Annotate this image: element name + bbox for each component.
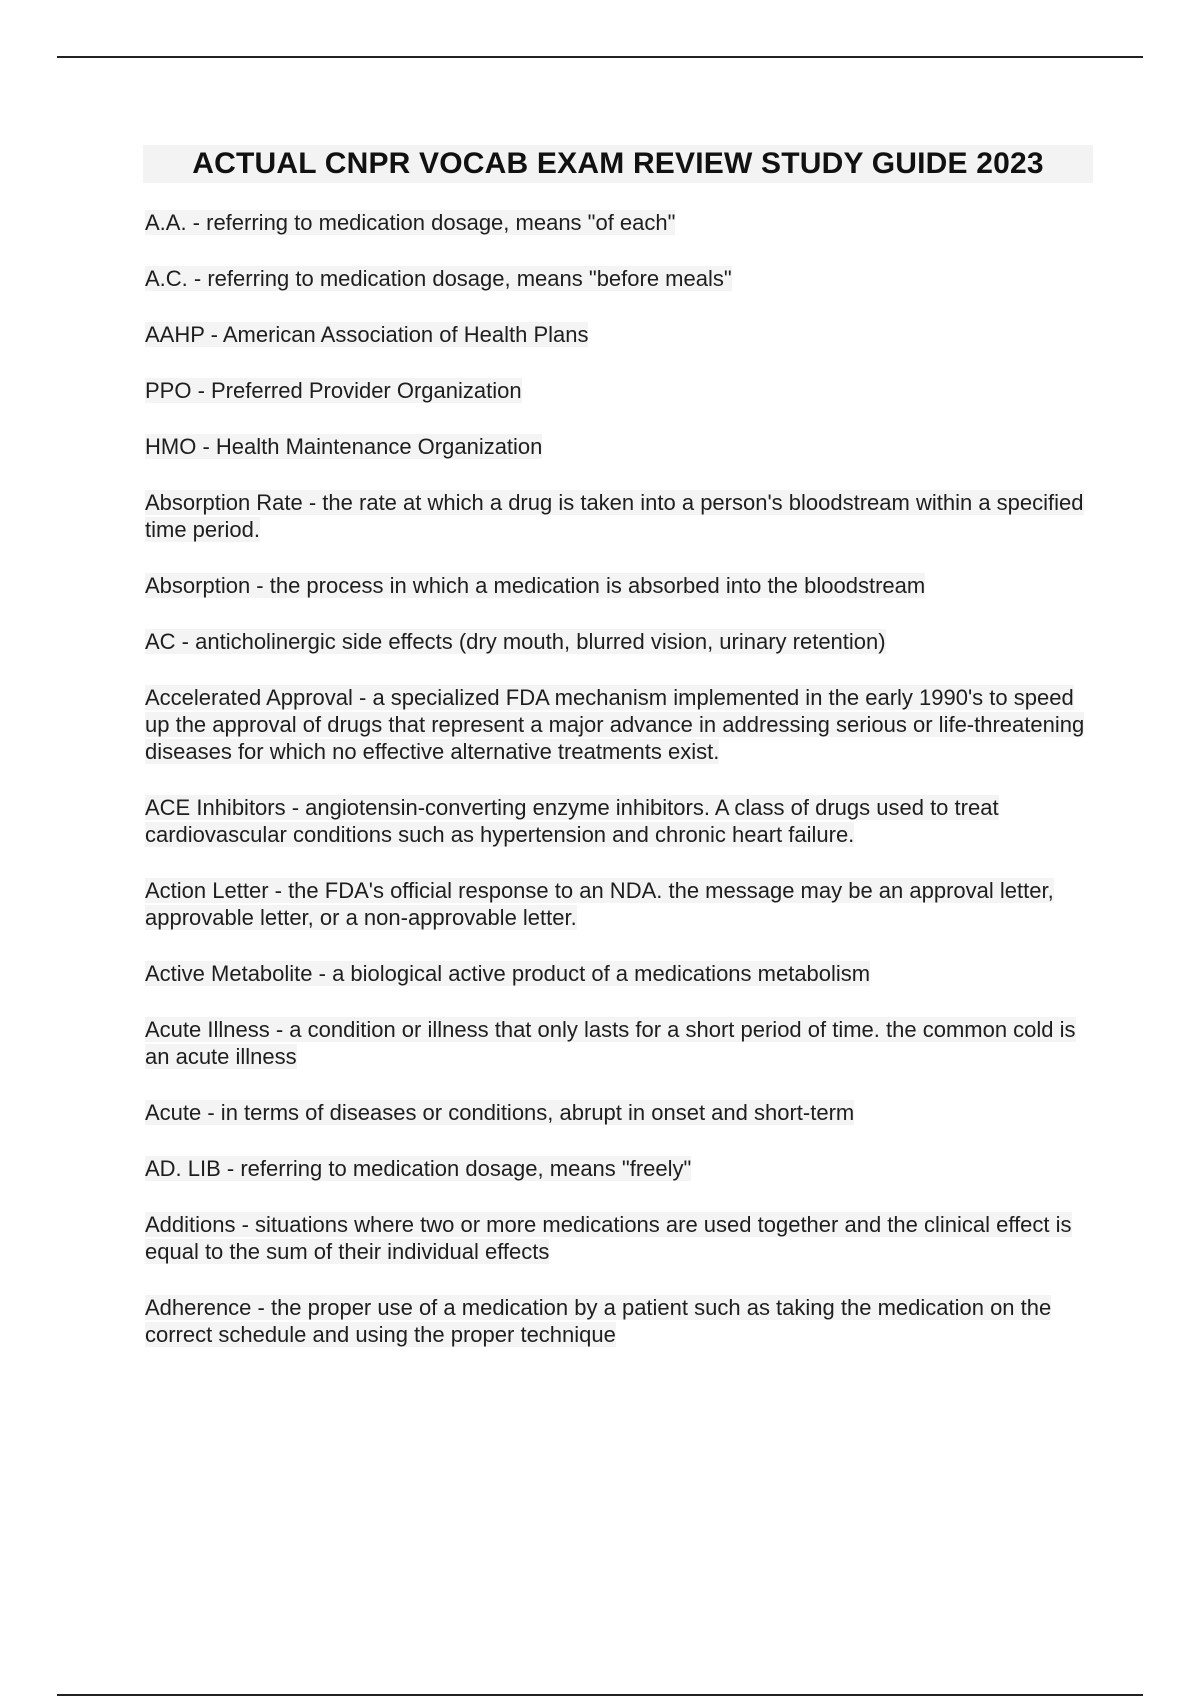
vocab-entry — [145, 489, 1090, 543]
vocab-entry-text: Action Letter - the FDA's official response to an NDA. the message may be an approval letter, approvable letter, or a non-approvable letter. — [145, 878, 1054, 930]
vocab-entry-text: AAHP - American Association of Health Plans — [145, 322, 589, 347]
vocab-entry-text: AD. LIB - referring to medication dosage, means "freely" — [145, 1156, 692, 1181]
vocab-entry — [145, 877, 1090, 931]
vocab-entry — [145, 377, 1090, 404]
vocab-entry-text: Acute Illness - a condition or illness that only lasts for a short period of time. the common cold is an acute illness — [145, 1017, 1076, 1069]
vocab-entry-text: Additions - situations where two or more medications are used together and the clinical effect is equal to the sum of their individual effects — [145, 1212, 1072, 1264]
vocab-entry — [145, 1294, 1090, 1348]
vocab-entry — [145, 1211, 1090, 1265]
page-title: ACTUAL CNPR VOCAB EXAM REVIEW STUDY GUIDE 2023 — [192, 147, 1044, 180]
vocab-entry — [145, 960, 1090, 987]
vocab-entry-text: ACE Inhibitors - angiotensin-converting enzyme inhibitors. A class of drugs used to treat cardiovascular conditions such as hypertension and chronic heart failure. — [145, 795, 999, 847]
vocab-entry — [145, 1016, 1090, 1070]
vocab-entry — [145, 1099, 1090, 1126]
vocab-entry — [145, 628, 1090, 655]
vocab-entry-text: PPO - Preferred Provider Organization — [145, 378, 522, 403]
top-divider — [57, 56, 1143, 58]
vocab-entry-text: Absorption Rate - the rate at which a drug is taken into a person's bloodstream within a specified time period. — [145, 490, 1084, 542]
vocab-entry — [145, 209, 1090, 236]
title-banner — [143, 145, 1093, 183]
vocab-entry-text: Accelerated Approval - a specialized FDA mechanism implemented in the early 1990's to speed up the approval of drugs that represent a major advance in addressing serious or life-threatening diseases for which no effective alternative treatments exist. — [145, 685, 1085, 764]
vocab-entry-text: A.C. - referring to medication dosage, means "before meals" — [145, 266, 732, 291]
vocab-entry — [145, 433, 1090, 460]
vocab-entry — [145, 572, 1090, 599]
bottom-divider — [57, 1694, 1143, 1696]
vocab-entry — [145, 794, 1090, 848]
vocab-entry — [145, 684, 1090, 765]
vocab-entry-text: A.A. - referring to medication dosage, means "of each" — [145, 210, 676, 235]
vocab-entry-text: HMO - Health Maintenance Organization — [145, 434, 543, 459]
vocab-entry-text: Absorption - the process in which a medication is absorbed into the bloodstream — [145, 573, 926, 598]
vocab-entry-text: Adherence - the proper use of a medication by a patient such as taking the medication on the correct schedule and using the proper technique — [145, 1295, 1052, 1347]
vocab-entry-text: Acute - in terms of diseases or conditions, abrupt in onset and short-term — [145, 1100, 855, 1125]
vocab-entry — [145, 265, 1090, 292]
vocab-list — [145, 209, 1090, 1377]
vocab-entry-text: AC - anticholinergic side effects (dry mouth, blurred vision, urinary retention) — [145, 629, 886, 654]
vocab-entry-text: Active Metabolite - a biological active product of a medications metabolism — [145, 961, 871, 986]
vocab-entry — [145, 321, 1090, 348]
vocab-entry — [145, 1155, 1090, 1182]
